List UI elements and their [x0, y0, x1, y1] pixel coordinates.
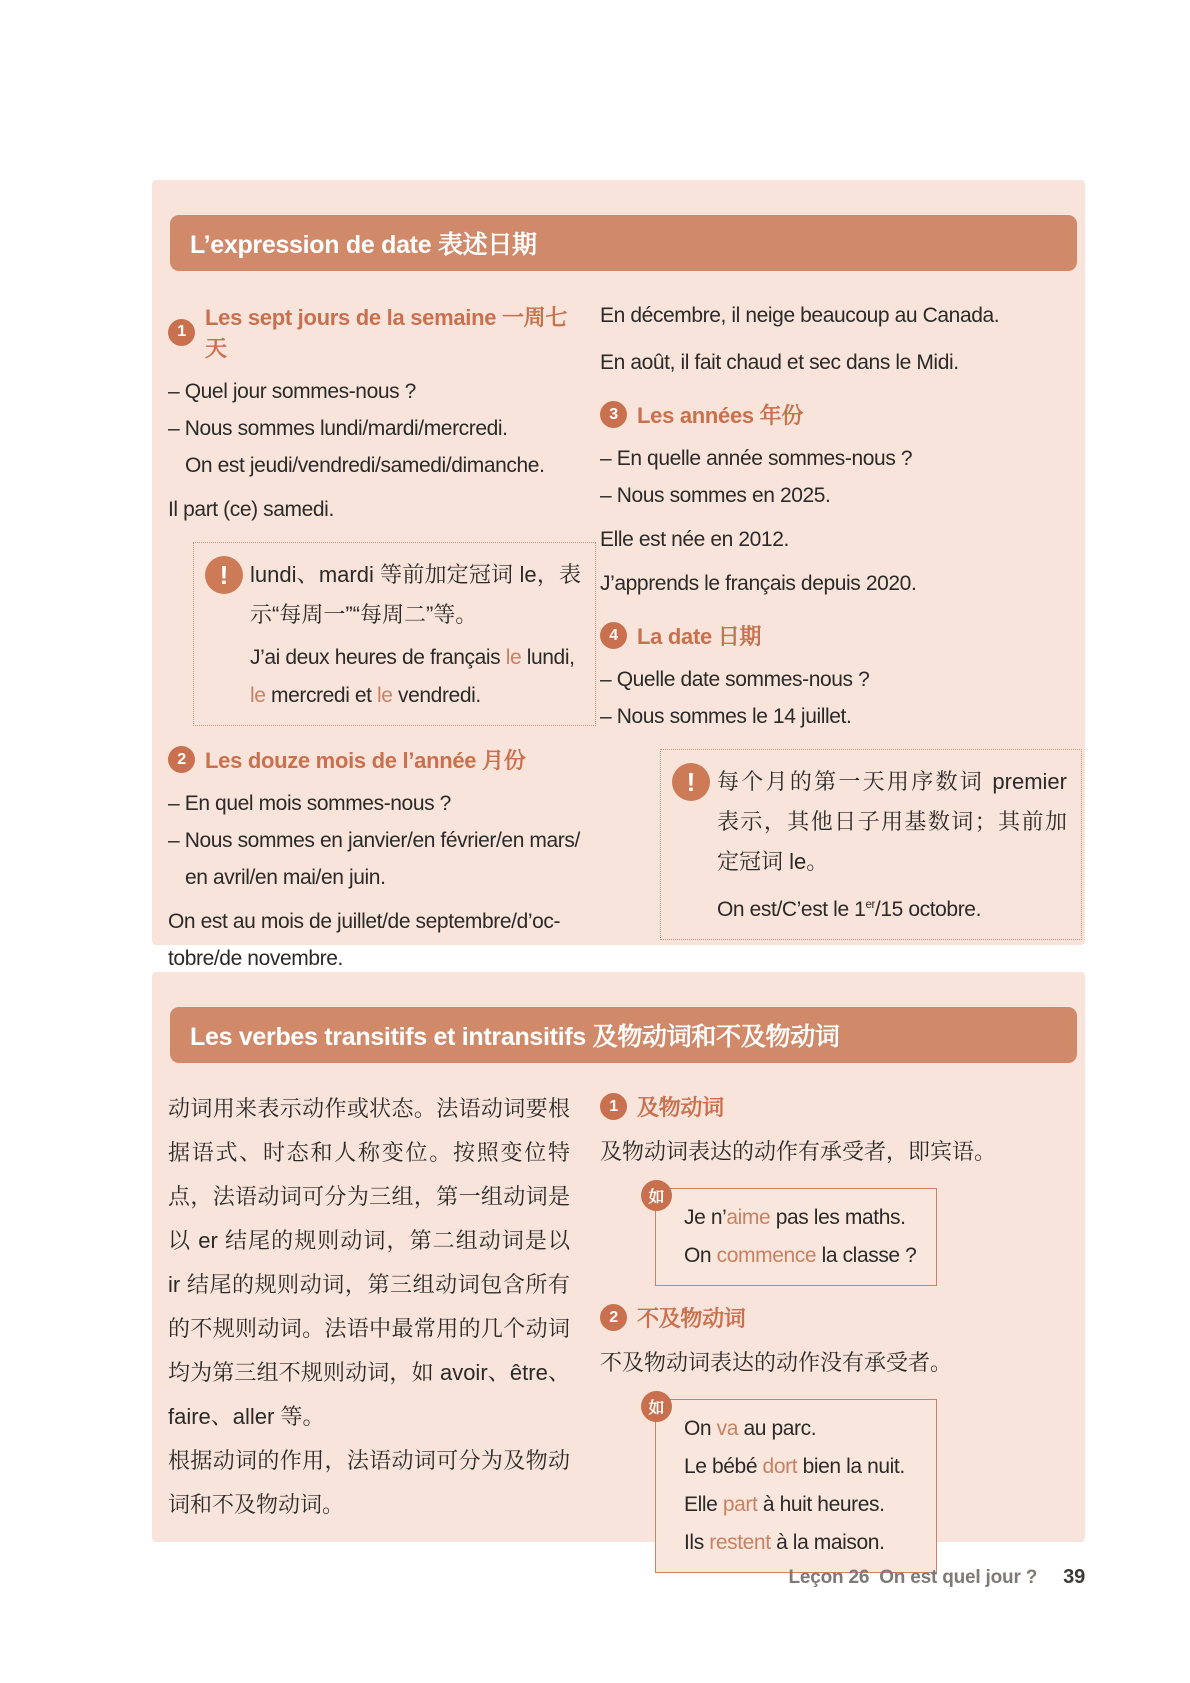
example-line: On va au parc.	[684, 1417, 817, 1440]
dialogue-line: – Nous sommes le 14 juillet.	[600, 705, 852, 728]
note-text-zh: 每个月的第一天用序数词 premier 表示，其他日子用基数词；其前加定冠词 le。	[717, 769, 1067, 874]
dialogue-line: On est jeudi/vendredi/samedi/dimanche.	[185, 454, 545, 477]
verbs-card-header-bar	[170, 1007, 1077, 1063]
example-line: Je n’aime pas les maths.	[684, 1206, 906, 1229]
date-card-title: L’expression de date 表述日期	[190, 231, 537, 259]
example-sentence: J’apprends le français depuis 2020.	[600, 572, 917, 595]
exclamation-icon: !	[672, 763, 710, 801]
dialogue-line: – Nous sommes en janvier/en février/en mars/	[168, 829, 580, 852]
example-line: Le bébé dort bien la nuit.	[684, 1455, 905, 1478]
example-sentence: Elle est née en 2012.	[600, 528, 789, 551]
section-heading-week	[168, 301, 570, 363]
intro-paragraph: 动词用来表示动作或状态。法语动词要根据语式、时态和人称变位。按照变位特点，法语动词可分为三组，第一组动词是以 er 结尾的规则动词，第二组动词是以 ir 结尾的规则动词，第三组动词包含所有的不规则动词。法语中最常用的几个动词均为第三组不规则动词，如 avoir、être、faire、aller 等。	[168, 1096, 570, 1429]
verbs-card-title: Les verbes transitifs et intransitifs 及物动词和不及物动词	[190, 1023, 840, 1051]
verbs-card-right-column	[600, 1079, 1017, 1583]
page-footer	[788, 1566, 1085, 1589]
section-title-months: Les douze mois de l’année 月份	[205, 748, 526, 773]
example-sentence: Il part (ce) samedi.	[168, 498, 334, 521]
note-example-sentence: On est/C’est le 1er/15 octobre.	[717, 898, 982, 921]
grammar-note-box	[193, 542, 596, 726]
example-badge: 如	[641, 1180, 672, 1211]
verbs-card-left-column	[168, 1079, 570, 1583]
date-card-right-column	[600, 287, 1067, 977]
section-heading-years	[600, 399, 1017, 430]
example-box-intransitive	[648, 1399, 937, 1573]
example-line: Elle part à huit heures.	[684, 1493, 885, 1516]
section-heading-transitive	[600, 1091, 1017, 1122]
example-line: Ils restent à la maison.	[684, 1531, 885, 1554]
section-heading-date	[600, 620, 1017, 651]
dialogue-line: en avril/en mai/en juin.	[185, 866, 386, 889]
exclamation-icon: !	[205, 556, 243, 594]
intro-paragraph: 根据动词的作用，法语动词可分为及物动词和不及物动词。	[168, 1448, 570, 1517]
note-example-sentence: J’ai deux heures de français le lundi, le mercredi et le vendredi.	[250, 646, 575, 707]
example-sentence: En décembre, il neige beaucoup au Canada.	[600, 304, 1000, 327]
description-line: 不及物动词表达的动作没有承受者。	[600, 1350, 953, 1375]
example-box-transitive	[648, 1188, 937, 1286]
footer-lesson-title: On est quel jour ?	[879, 1567, 1038, 1588]
number-badge-1: 1	[600, 1093, 627, 1120]
dialogue-line: – Quelle date sommes-nous ?	[600, 668, 870, 691]
number-badge-4: 4	[600, 622, 627, 649]
number-badge-3: 3	[600, 401, 627, 428]
number-badge-2: 2	[168, 746, 195, 773]
dialogue-line: – Nous sommes lundi/mardi/mercredi.	[168, 417, 508, 440]
footer-lesson-label: Leçon 26	[788, 1567, 870, 1588]
section-title-years: Les années 年份	[637, 403, 804, 428]
date-card-header-bar	[170, 215, 1077, 271]
footer-page-number: 39	[1063, 1566, 1085, 1588]
example-sentence: tobre/de novembre.	[168, 947, 343, 970]
section-heading-months	[168, 744, 570, 775]
number-badge-1: 1	[168, 319, 195, 346]
dialogue-line: – En quel mois sommes-nous ?	[168, 792, 451, 815]
date-expression-card	[152, 180, 1085, 970]
section-title-week: Les sept jours de la semaine 一周七天	[205, 305, 568, 361]
description-line: 及物动词表达的动作有承受者，即宾语。	[600, 1139, 997, 1164]
date-card-columns	[152, 271, 1085, 977]
section-title-transitive: 及物动词	[637, 1095, 724, 1120]
dialogue-line: – Quel jour sommes-nous ?	[168, 380, 416, 403]
note-text-zh: lundi、mardi 等前加定冠词 le，表示“每周一”“每周二”等。	[250, 562, 581, 627]
section-title-date: La date 日期	[637, 624, 762, 649]
section-heading-intransitive	[600, 1302, 1017, 1333]
verbs-card-columns	[152, 1063, 1085, 1583]
number-badge-2: 2	[600, 1304, 627, 1331]
example-line: On commence la classe ?	[684, 1244, 917, 1267]
section-title-intransitive: 不及物动词	[637, 1306, 746, 1331]
verbs-card	[152, 972, 1085, 1554]
example-sentence: On est au mois de juillet/de septembre/d’oc-	[168, 910, 561, 933]
dialogue-line: – Nous sommes en 2025.	[600, 484, 831, 507]
example-badge: 如	[641, 1391, 672, 1422]
grammar-note-box	[660, 749, 1082, 940]
date-card-left-column	[168, 287, 581, 977]
example-sentence: En août, il fait chaud et sec dans le Midi.	[600, 351, 959, 374]
dialogue-line: – En quelle année sommes-nous ?	[600, 447, 913, 470]
